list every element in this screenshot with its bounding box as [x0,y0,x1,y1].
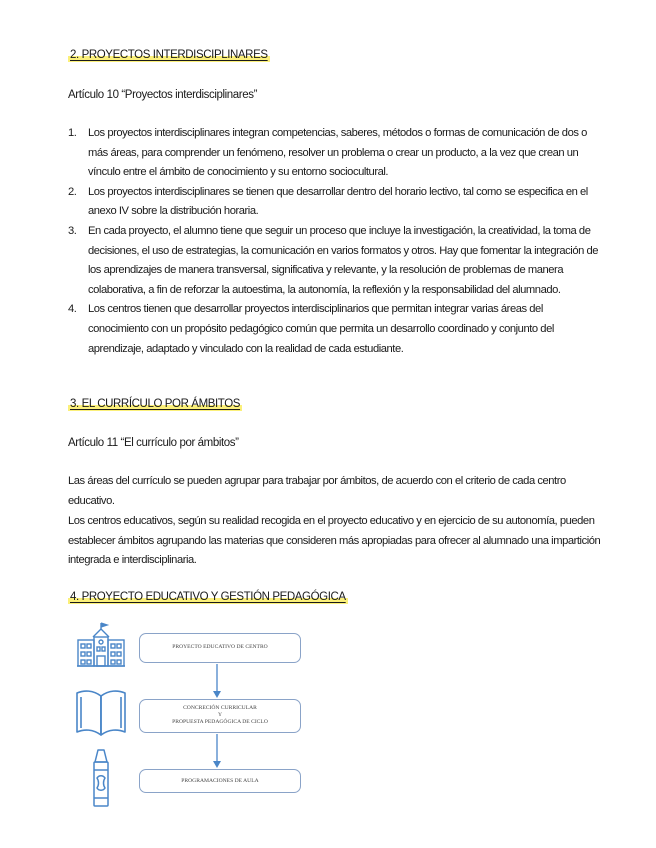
box-proyecto-educativo-de-centro: PROYECTO EDUCATIVO DE CENTRO [139,633,301,663]
crayon-icon [90,748,112,808]
article-10-title: Artículo 10 “Proyectos interdisciplinares” [68,89,258,101]
article-10-list [68,124,602,359]
arrow-down-icon [213,664,221,698]
open-book-icon [74,688,128,738]
arrow-down-icon [213,734,221,768]
school-building-icon [76,622,126,668]
article-11-title: Artículo 11 “El currículo por ámbitos” [68,437,239,449]
list-item: 3. En cada proyecto, el alumno tiene que seguir un proceso que incluye la investigación, la creatividad, la toma de decisiones, el uso de estrategias, la comunicación en varios formatos y otros. Hay que fomentar la integración de los aprendizajes de manera transversal, significativa y relevante, y la resolución de problemas de manera colaborativa, a fin de reforzar la autoestima, la autonomía, la reflexión y la responsabilidad del alumnado. [68,224,599,296]
list-item: 4. Los centros tienen que desarrollar proyectos interdisciplinarios que permitan integrar varias áreas del conocimiento con un propósito pedagógico común que permita un desarrollo coordinado y conjunto del aprendizaje, adaptado y vinculado con la realidad de cada estudiante. [68,303,554,355]
list-item: 2. Los proyectos interdisciplinares se tienen que desarrollar dentro del horario lectivo, tal como se especifica en el anexo IV sobre la distribución horaria. [68,185,588,218]
box-programaciones-de-aula: PROGRAMACIONES DE AULA [139,769,301,793]
paragraph-centros-educativos: Los centros educativos, según su realidad recogida en el proyecto educativo y en ejercicio de su autonomía, pueden establecer ámbitos agrupando las materias que consideren más apropiadas para ofrecer al alumnado una impartición integrada e interdisciplinaria. [68,515,601,567]
section-heading-proyectos-interdisciplinares: 2. PROYECTOS INTERDISCIPLINARES [70,49,268,61]
paragraph-areas-curriculo: Las áreas del currículo se pueden agrupar para trabajar por ámbitos, de acuerdo con el criterio de cada centro educativo. [68,475,566,507]
box-concrecion-curricular: CONCRECIÓN CURRICULAR Y PROPUESTA PEDAGÓGICA DE CICLO [139,699,301,733]
list-item: 1. Los proyectos interdisciplinares integran competencias, saberes, métodos o formas de comunicación de dos o más áreas, para comprender un fenómeno, resolver un problema o crear un producto, a la vez que crean un vínculo entre el ámbito de conocimiento y su entorno sociocultural. [68,127,587,179]
section-heading-curriculo-por-ambitos: 3. EL CURRÍCULO POR ÁMBITOS [70,398,241,410]
section-heading-proyecto-educativo: 4. PROYECTO EDUCATIVO Y GESTIÓN PEDAGÓGICA [70,591,346,603]
